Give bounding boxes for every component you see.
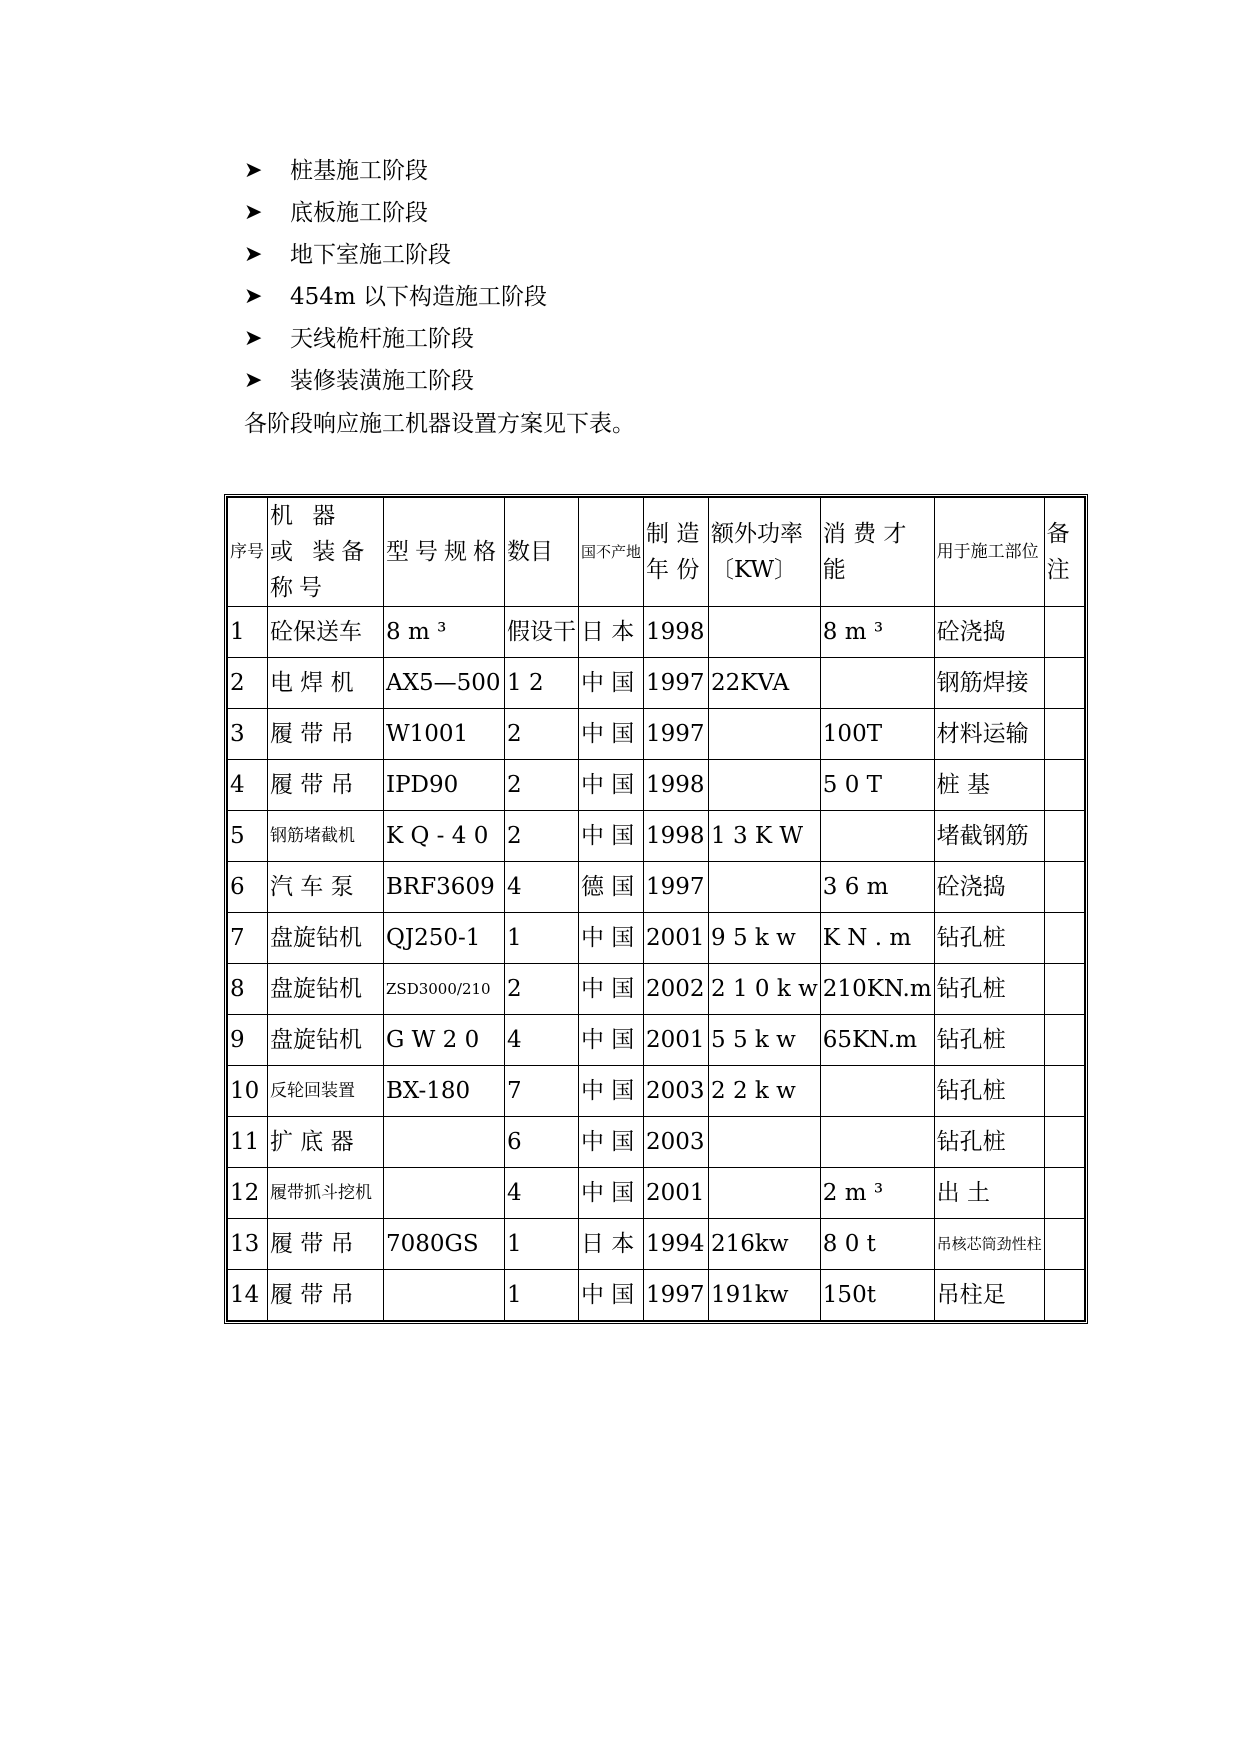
cell-power: 2 2 k w bbox=[709, 1066, 821, 1117]
table-row bbox=[228, 760, 1085, 811]
cell-seq: 4 bbox=[228, 760, 268, 811]
header-year: 制 造 年 份 bbox=[644, 498, 709, 607]
cell-seq: 10 bbox=[228, 1066, 268, 1117]
cell-count: 4 bbox=[505, 1168, 579, 1219]
table-row bbox=[228, 964, 1085, 1015]
cell-power bbox=[709, 709, 821, 760]
list-item bbox=[244, 276, 547, 318]
table-row bbox=[228, 709, 1085, 760]
cell-count: 4 bbox=[505, 862, 579, 913]
list-item-text: 454m 以下构造施工阶段 bbox=[290, 284, 548, 310]
cell-name: 履 带 吊 bbox=[268, 760, 384, 811]
cell-model: 7080GS bbox=[384, 1219, 505, 1270]
cell-count: 2 bbox=[505, 709, 579, 760]
cell-consumption bbox=[820, 658, 934, 709]
cell-name: 反轮回装置 bbox=[268, 1066, 384, 1117]
cell-power bbox=[709, 760, 821, 811]
cell-year: 1997 bbox=[644, 1270, 709, 1321]
cell-name: 电 焊 机 bbox=[268, 658, 384, 709]
cell-power: 22KVA bbox=[709, 658, 821, 709]
cell-model: ZSD3000/210 bbox=[384, 964, 505, 1015]
cell-remark bbox=[1044, 760, 1084, 811]
cell-usage: 出 土 bbox=[934, 1168, 1044, 1219]
list-item bbox=[244, 150, 547, 192]
cell-consumption: 65KN.m bbox=[820, 1015, 934, 1066]
cell-seq: 5 bbox=[228, 811, 268, 862]
cell-usage: 吊核芯筒劲性柱 bbox=[934, 1219, 1044, 1270]
cell-power bbox=[709, 1168, 821, 1219]
cell-origin: 日 本 bbox=[579, 607, 644, 658]
cell-usage: 钻孔桩 bbox=[934, 913, 1044, 964]
cell-usage: 桩 基 bbox=[934, 760, 1044, 811]
arrowhead-bullet-icon: ➤ bbox=[244, 326, 263, 351]
cell-power bbox=[709, 607, 821, 658]
table-row bbox=[228, 862, 1085, 913]
cell-consumption: 5 0 T bbox=[820, 760, 934, 811]
list-item bbox=[244, 360, 547, 402]
cell-seq: 7 bbox=[228, 913, 268, 964]
cell-usage: 钻孔桩 bbox=[934, 1117, 1044, 1168]
cell-count: 2 bbox=[505, 964, 579, 1015]
cell-power: 216kw bbox=[709, 1219, 821, 1270]
cell-model bbox=[384, 1168, 505, 1219]
cell-name: 履 带 吊 bbox=[268, 1219, 384, 1270]
header-power: 额外功率〔KW〕 bbox=[709, 498, 821, 607]
cell-origin: 中 国 bbox=[579, 1066, 644, 1117]
cell-year: 1998 bbox=[644, 607, 709, 658]
cell-count: 4 bbox=[505, 1015, 579, 1066]
table-row bbox=[228, 1117, 1085, 1168]
table-row bbox=[228, 658, 1085, 709]
cell-origin: 中 国 bbox=[579, 1015, 644, 1066]
arrowhead-bullet-icon: ➤ bbox=[244, 200, 263, 225]
cell-remark bbox=[1044, 607, 1084, 658]
header-usage: 用于施工部位 bbox=[934, 498, 1044, 607]
cell-name: 盘旋钻机 bbox=[268, 1015, 384, 1066]
cell-consumption bbox=[820, 1066, 934, 1117]
cell-year: 1997 bbox=[644, 709, 709, 760]
cell-year: 2003 bbox=[644, 1066, 709, 1117]
list-item bbox=[244, 234, 547, 276]
list-item-text: 地下室施工阶段 bbox=[290, 242, 451, 268]
cell-origin: 中 国 bbox=[579, 1117, 644, 1168]
cell-model: BX-180 bbox=[384, 1066, 505, 1117]
cell-usage: 钻孔桩 bbox=[934, 1066, 1044, 1117]
cell-count: 2 bbox=[505, 811, 579, 862]
cell-seq: 1 bbox=[228, 607, 268, 658]
cell-power: 9 5 k w bbox=[709, 913, 821, 964]
cell-name: 履带抓斗挖机 bbox=[268, 1168, 384, 1219]
stage-list bbox=[244, 150, 547, 402]
list-item-text: 天线桅杆施工阶段 bbox=[290, 326, 474, 352]
table-row bbox=[228, 913, 1085, 964]
cell-remark bbox=[1044, 862, 1084, 913]
cell-year: 2001 bbox=[644, 913, 709, 964]
cell-count: 1 2 bbox=[505, 658, 579, 709]
cell-remark bbox=[1044, 709, 1084, 760]
cell-count: 1 bbox=[505, 1270, 579, 1321]
cell-model bbox=[384, 1117, 505, 1168]
cell-seq: 14 bbox=[228, 1270, 268, 1321]
list-item bbox=[244, 192, 547, 234]
cell-remark bbox=[1044, 1270, 1084, 1321]
cell-power: 191kw bbox=[709, 1270, 821, 1321]
cell-seq: 11 bbox=[228, 1117, 268, 1168]
cell-seq: 8 bbox=[228, 964, 268, 1015]
list-item-text: 装修装潢施工阶段 bbox=[290, 368, 474, 394]
cell-year: 1994 bbox=[644, 1219, 709, 1270]
cell-year: 1997 bbox=[644, 658, 709, 709]
header-seq: 序号 bbox=[228, 498, 268, 607]
cell-consumption: 100T bbox=[820, 709, 934, 760]
cell-remark bbox=[1044, 658, 1084, 709]
cell-origin: 中 国 bbox=[579, 658, 644, 709]
table-row bbox=[228, 1219, 1085, 1270]
cell-consumption: 210KN.m bbox=[820, 964, 934, 1015]
cell-usage: 材料运输 bbox=[934, 709, 1044, 760]
cell-usage: 钢筋焊接 bbox=[934, 658, 1044, 709]
cell-count: 7 bbox=[505, 1066, 579, 1117]
cell-power bbox=[709, 1117, 821, 1168]
cell-origin: 中 国 bbox=[579, 913, 644, 964]
arrowhead-bullet-icon: ➤ bbox=[244, 158, 263, 183]
cell-power bbox=[709, 862, 821, 913]
cell-seq: 12 bbox=[228, 1168, 268, 1219]
table-header-row bbox=[228, 498, 1085, 607]
table-row bbox=[228, 811, 1085, 862]
cell-consumption bbox=[820, 1117, 934, 1168]
cell-count: 假设干 bbox=[505, 607, 579, 658]
cell-consumption: 8 0 t bbox=[820, 1219, 934, 1270]
cell-name: 盘旋钻机 bbox=[268, 964, 384, 1015]
cell-name: 汽 车 泵 bbox=[268, 862, 384, 913]
cell-model: IPD90 bbox=[384, 760, 505, 811]
list-item-text: 底板施工阶段 bbox=[290, 200, 428, 226]
arrowhead-bullet-icon: ➤ bbox=[244, 368, 263, 393]
cell-consumption: 3 6 m bbox=[820, 862, 934, 913]
cell-model: K Q - 4 0 bbox=[384, 811, 505, 862]
cell-origin: 中 国 bbox=[579, 709, 644, 760]
cell-year: 2001 bbox=[644, 1015, 709, 1066]
header-origin: 国不产地 bbox=[579, 498, 644, 607]
cell-model: W1001 bbox=[384, 709, 505, 760]
header-consumption: 消 费 才 能 bbox=[820, 498, 934, 607]
cell-model: 8 m ³ bbox=[384, 607, 505, 658]
table-row bbox=[228, 607, 1085, 658]
cell-count: 6 bbox=[505, 1117, 579, 1168]
cell-usage: 堵截钢筋 bbox=[934, 811, 1044, 862]
cell-origin: 中 国 bbox=[579, 1168, 644, 1219]
cell-name: 扩 底 器 bbox=[268, 1117, 384, 1168]
cell-usage: 砼浇捣 bbox=[934, 862, 1044, 913]
cell-count: 1 bbox=[505, 1219, 579, 1270]
table-row bbox=[228, 1066, 1085, 1117]
cell-remark bbox=[1044, 1015, 1084, 1066]
cell-count: 2 bbox=[505, 760, 579, 811]
cell-year: 2003 bbox=[644, 1117, 709, 1168]
cell-seq: 2 bbox=[228, 658, 268, 709]
cell-origin: 日 本 bbox=[579, 1219, 644, 1270]
cell-remark bbox=[1044, 1117, 1084, 1168]
cell-remark bbox=[1044, 1066, 1084, 1117]
cell-remark bbox=[1044, 1168, 1084, 1219]
header-count: 数目 bbox=[505, 498, 579, 607]
cell-usage: 钻孔桩 bbox=[934, 1015, 1044, 1066]
equipment-table bbox=[227, 497, 1085, 1321]
cell-remark bbox=[1044, 811, 1084, 862]
cell-power: 2 1 0 k w bbox=[709, 964, 821, 1015]
table-row bbox=[228, 1168, 1085, 1219]
list-item bbox=[244, 318, 547, 360]
header-name: 机 器 或 装备称号 bbox=[268, 498, 384, 607]
arrowhead-bullet-icon: ➤ bbox=[244, 242, 263, 267]
cell-usage: 吊柱足 bbox=[934, 1270, 1044, 1321]
cell-model: G W 2 0 bbox=[384, 1015, 505, 1066]
cell-power: 1 3 K W bbox=[709, 811, 821, 862]
cell-consumption: 150t bbox=[820, 1270, 934, 1321]
table-row bbox=[228, 1015, 1085, 1066]
equipment-table-frame bbox=[224, 494, 1088, 1324]
cell-seq: 9 bbox=[228, 1015, 268, 1066]
cell-year: 2001 bbox=[644, 1168, 709, 1219]
cell-model: AX5—500 bbox=[384, 658, 505, 709]
cell-consumption: K N . m bbox=[820, 913, 934, 964]
cell-name: 钢筋堵截机 bbox=[268, 811, 384, 862]
cell-seq: 6 bbox=[228, 862, 268, 913]
cell-seq: 13 bbox=[228, 1219, 268, 1270]
cell-usage: 钻孔桩 bbox=[934, 964, 1044, 1015]
cell-year: 1997 bbox=[644, 862, 709, 913]
cell-year: 1998 bbox=[644, 760, 709, 811]
cell-remark bbox=[1044, 964, 1084, 1015]
cell-name: 履 带 吊 bbox=[268, 709, 384, 760]
cell-consumption bbox=[820, 811, 934, 862]
cell-name: 砼保送车 bbox=[268, 607, 384, 658]
cell-usage: 砼浇捣 bbox=[934, 607, 1044, 658]
cell-power: 5 5 k w bbox=[709, 1015, 821, 1066]
cell-origin: 中 国 bbox=[579, 811, 644, 862]
cell-year: 2002 bbox=[644, 964, 709, 1015]
cell-consumption: 8 m ³ bbox=[820, 607, 934, 658]
intro-paragraph: 各阶段响应施工机器设置方案见下表。 bbox=[244, 411, 635, 437]
arrowhead-bullet-icon: ➤ bbox=[244, 284, 263, 309]
header-remark: 备 注 bbox=[1044, 498, 1084, 607]
list-item-text: 桩基施工阶段 bbox=[290, 158, 428, 184]
cell-year: 1998 bbox=[644, 811, 709, 862]
cell-model bbox=[384, 1270, 505, 1321]
cell-consumption: 2 m ³ bbox=[820, 1168, 934, 1219]
cell-origin: 中 国 bbox=[579, 964, 644, 1015]
cell-name: 盘旋钻机 bbox=[268, 913, 384, 964]
cell-origin: 中 国 bbox=[579, 1270, 644, 1321]
cell-count: 1 bbox=[505, 913, 579, 964]
table-row bbox=[228, 1270, 1085, 1321]
cell-remark bbox=[1044, 913, 1084, 964]
cell-origin: 中 国 bbox=[579, 760, 644, 811]
cell-name: 履 带 吊 bbox=[268, 1270, 384, 1321]
cell-seq: 3 bbox=[228, 709, 268, 760]
cell-model: BRF3609 bbox=[384, 862, 505, 913]
cell-remark bbox=[1044, 1219, 1084, 1270]
cell-origin: 德 国 bbox=[579, 862, 644, 913]
cell-model: QJ250-1 bbox=[384, 913, 505, 964]
header-model: 型号规格 bbox=[384, 498, 505, 607]
